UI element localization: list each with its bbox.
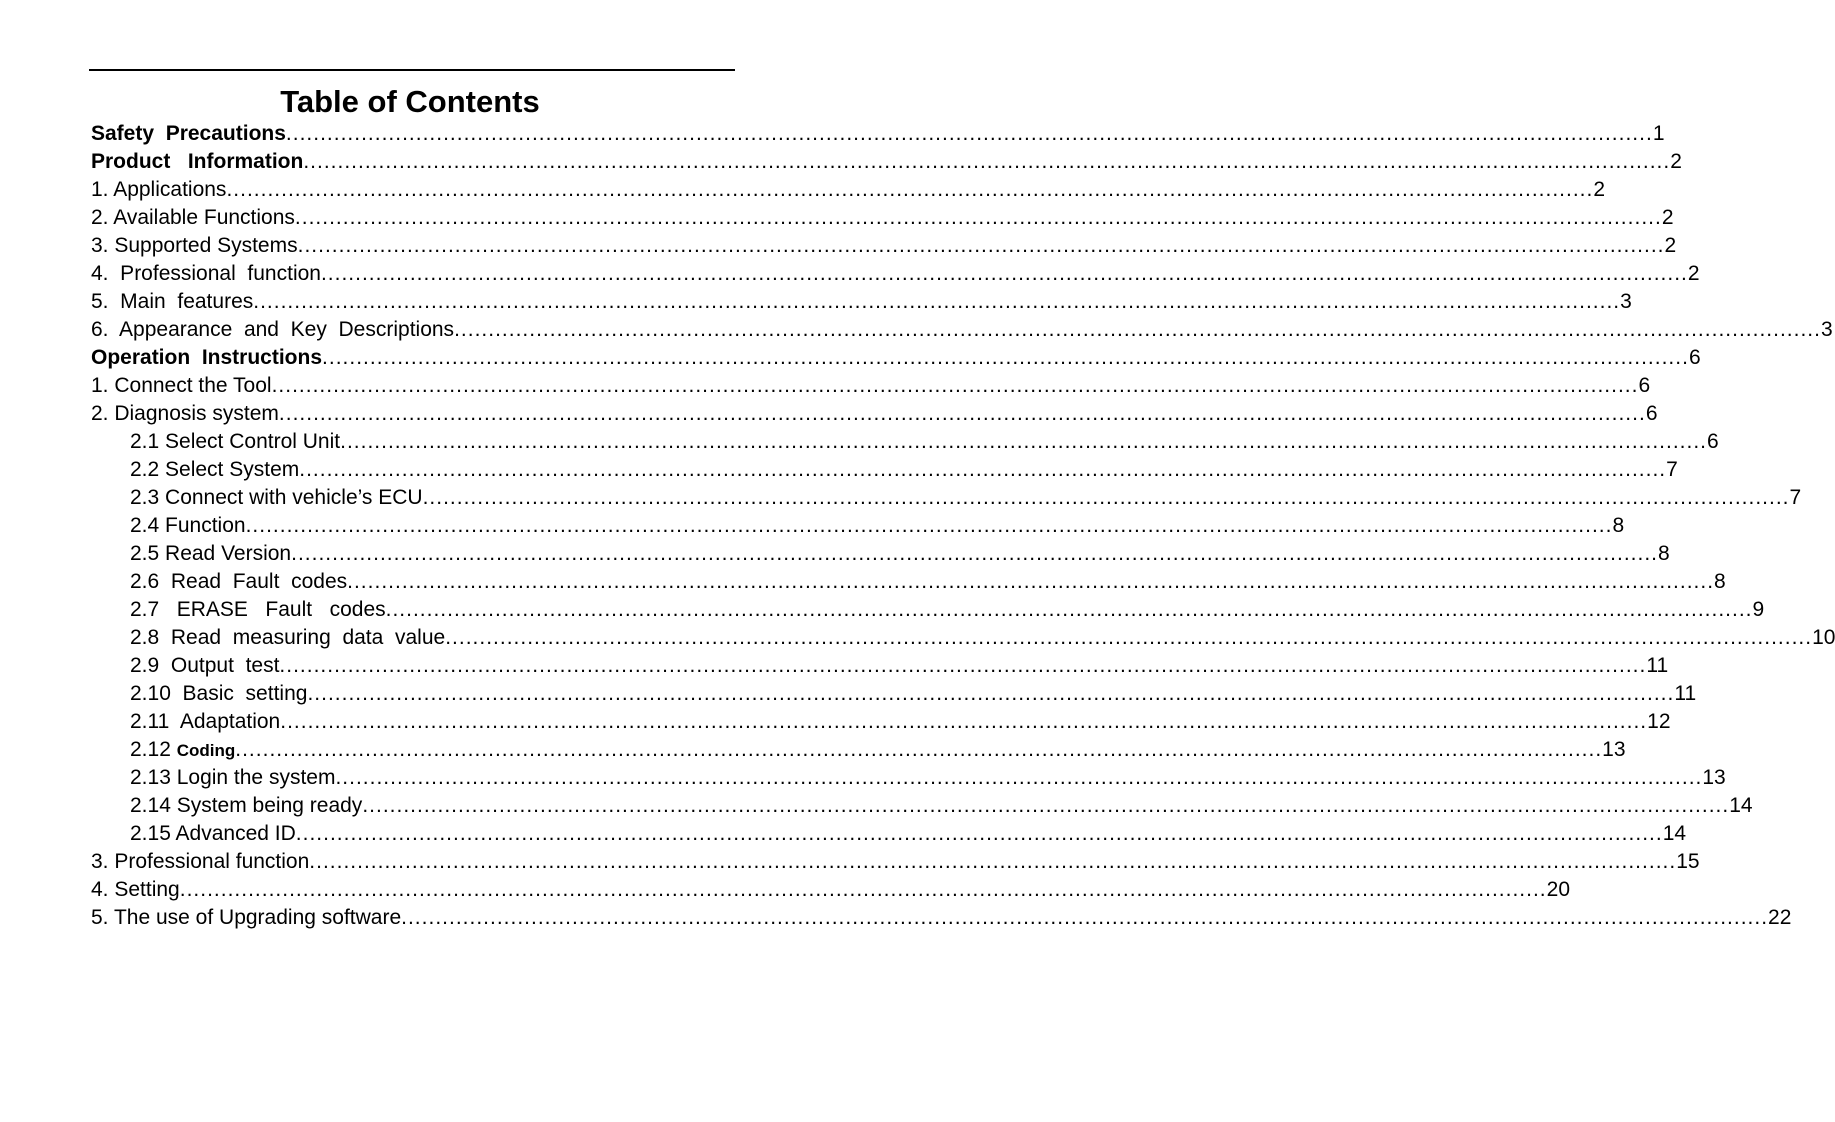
toc-leader-dots: ........................................................................................................................................................................................................ xyxy=(401,906,1769,929)
toc-entry-label xyxy=(130,654,279,678)
toc-entry-text: 4. Setting xyxy=(91,878,180,901)
toc-entry-label xyxy=(91,318,454,342)
toc-leader-dots: ........................................................................................................................................................................................................ xyxy=(422,486,1790,509)
toc-leader-dots: ........................................................................................................................................................................................................ xyxy=(253,290,1621,313)
toc-entry xyxy=(130,820,1687,848)
toc-leader-dots: ........................................................................................................................................................................................................ xyxy=(279,654,1647,677)
toc-leader-dots: ........................................................................................................................................................................................................ xyxy=(294,206,1662,229)
toc-page-number: 3 xyxy=(1820,318,1833,341)
toc-entry-text: 2. Available Functions xyxy=(91,206,295,229)
toc-leader-dots: ........................................................................................................................................................................................................ xyxy=(299,458,1667,481)
toc-leader-dots: ........................................................................................................................................................................................................ xyxy=(297,234,1665,257)
toc-leader-dots: ........................................................................................................................................................................................................ xyxy=(385,598,1753,621)
toc-entry-text: 6. Appearance and Key Descriptions xyxy=(91,318,455,341)
toc-entry xyxy=(130,764,1726,792)
toc-page-number: 7 xyxy=(1666,458,1678,481)
toc-entry xyxy=(130,708,1671,736)
toc-page-number: 2 xyxy=(1664,234,1677,257)
toc-entry-text: 3. Supported Systems xyxy=(91,234,298,257)
toc-leader-dots: ........................................................................................................................................................................................................ xyxy=(322,346,1689,369)
toc-leader-dots: ........................................................................................................................................................................................................ xyxy=(454,318,1821,341)
toc-entry-text: 2. Diagnosis system xyxy=(91,402,279,425)
toc-entry-label xyxy=(130,682,307,706)
toc-entry-text: 4. Professional function xyxy=(91,262,321,285)
toc-entry-label xyxy=(91,122,286,146)
toc-entry-text: 2.9 Output test xyxy=(130,654,280,677)
toc-page-number: 11 xyxy=(1674,682,1697,705)
toc-entry xyxy=(91,876,1570,904)
toc-entry xyxy=(91,176,1606,204)
toc-entry xyxy=(91,316,1833,344)
toc-entry-label xyxy=(130,766,335,790)
toc-leader-dots: ........................................................................................................................................................................................................ xyxy=(245,514,1613,537)
toc-page-number: 10 xyxy=(1812,626,1835,649)
toc-entry-text: 2.10 Basic setting xyxy=(130,682,308,705)
toc-page-number: 13 xyxy=(1702,766,1726,789)
toc-leader-dots: ........................................................................................................................................................................................................ xyxy=(291,542,1659,565)
toc-page-number: 8 xyxy=(1612,514,1625,537)
toc-entry-text: Operation Instructions xyxy=(91,346,323,369)
toc-entry-label xyxy=(91,850,309,874)
toc-entry-text: 2.7 ERASE Fault codes xyxy=(130,598,386,621)
toc-page-number: 15 xyxy=(1676,850,1700,873)
toc-entry-text: 2.8 Read measuring data value xyxy=(130,626,446,649)
toc-entry-label xyxy=(91,906,401,930)
toc-page-number: 20 xyxy=(1546,878,1570,901)
toc-entry xyxy=(91,288,1632,316)
toc-entry-text: 2.5 Read Version xyxy=(130,542,292,565)
toc-page-number: 2 xyxy=(1687,262,1700,285)
toc-entry xyxy=(91,372,1651,400)
toc-entry-text: 1. Connect the Tool xyxy=(91,374,272,397)
toc-entry-text: 2.4 Function xyxy=(130,514,246,537)
toc-page-number: 2 xyxy=(1670,150,1682,173)
toc-entry-label xyxy=(130,430,340,454)
toc-entry-label xyxy=(130,570,347,594)
toc-page-number: 9 xyxy=(1752,598,1765,621)
toc-entry-label xyxy=(91,206,295,230)
toc-page-number: 14 xyxy=(1662,822,1687,845)
toc-page-number: 11 xyxy=(1646,654,1669,677)
toc-page-number: 8 xyxy=(1714,570,1726,593)
toc-entry-text: 2.6 Read Fault codes xyxy=(130,570,348,593)
toc-entry-text: 5. The use of Upgrading software xyxy=(91,906,402,929)
toc-entry-text: 3. Professional function xyxy=(91,850,310,873)
toc-entry-text: Product Information xyxy=(91,150,304,173)
header-rule xyxy=(89,69,735,71)
toc-page-number: 12 xyxy=(1647,710,1671,733)
toc-entry xyxy=(91,400,1658,428)
toc-entry-text: 2.15 Advanced ID xyxy=(130,822,296,845)
toc-entry-label xyxy=(130,514,246,538)
toc-entry-label xyxy=(91,374,272,398)
toc-leader-dots: ........................................................................................................................................................................................................ xyxy=(278,402,1646,425)
toc-page-number: 7 xyxy=(1789,486,1802,509)
toc-leader-dots: ........................................................................................................................................................................................................ xyxy=(320,262,1688,285)
toc-entry xyxy=(91,204,1674,232)
toc-entry-label xyxy=(91,262,321,286)
toc-entry-label xyxy=(130,794,362,818)
toc-entry-text: 2.2 Select System xyxy=(130,458,300,481)
toc-leader-dots: ........................................................................................................................................................................................................ xyxy=(226,178,1594,201)
toc-entry-label xyxy=(130,738,235,762)
toc-leader-dots: ........................................................................................................................................................................................................ xyxy=(295,822,1663,845)
toc-entry-label xyxy=(91,150,303,174)
toc-entry xyxy=(130,652,1669,680)
toc-entry-text: 2.13 Login the system xyxy=(130,766,336,789)
toc-entry xyxy=(130,792,1753,820)
toc-entry-label xyxy=(91,234,298,258)
toc-entry xyxy=(91,120,1665,148)
toc-entry-label xyxy=(130,542,291,566)
toc-entry-text: 1. Applications xyxy=(91,178,227,201)
toc-entry-text: 2.12 xyxy=(130,738,177,761)
toc-leader-dots: ........................................................................................................................................................................................................ xyxy=(307,682,1675,705)
toc-entry xyxy=(130,456,1678,484)
toc-entry-label xyxy=(91,178,226,202)
toc-page-number: 6 xyxy=(1638,374,1651,397)
toc-entry-label xyxy=(130,486,423,510)
toc-entry xyxy=(130,736,1626,764)
toc-entry-text: 2.11 Adaptation xyxy=(130,710,281,733)
toc-page-number: 8 xyxy=(1658,542,1670,565)
toc-entry-text: 2.14 System being ready xyxy=(130,794,363,817)
toc-entry-text: 2.1 Select Control Unit xyxy=(130,430,341,453)
toc-leader-dots: ........................................................................................................................................................................................................ xyxy=(179,878,1547,901)
toc-page-number: 13 xyxy=(1602,738,1626,761)
toc-entry xyxy=(91,344,1701,372)
toc-page-number: 2 xyxy=(1661,206,1674,229)
toc-entry-text: 2.3 Connect with vehicle’s ECU xyxy=(130,486,423,509)
toc-entry-label xyxy=(91,878,180,902)
toc-entry xyxy=(130,428,1719,456)
toc-entry xyxy=(130,596,1765,624)
toc-entry-label xyxy=(91,346,322,370)
toc-leader-dots: ........................................................................................................................................................................................................ xyxy=(340,430,1708,453)
toc-entry xyxy=(91,260,1700,288)
toc-entry-text: 5. Main features xyxy=(91,290,254,313)
toc-leader-dots: ........................................................................................................................................................................................................ xyxy=(309,850,1677,873)
toc-leader-dots: ........................................................................................................................................................................................................ xyxy=(235,738,1603,761)
toc-leader-dots: ........................................................................................................................................................................................................ xyxy=(303,150,1671,173)
toc-page-number: 3 xyxy=(1620,290,1632,313)
toc-page-number: 6 xyxy=(1707,430,1719,453)
toc-entry xyxy=(91,848,1700,876)
toc-entry xyxy=(130,568,1726,596)
toc-page-number: 1 xyxy=(1652,122,1665,145)
toc-entry xyxy=(130,512,1625,540)
toc-entry xyxy=(91,148,1682,176)
toc-page-number: 14 xyxy=(1729,794,1753,817)
toc-page-number: 22 xyxy=(1768,906,1792,929)
toc-page-number: 6 xyxy=(1645,402,1658,425)
toc-leader-dots: ........................................................................................................................................................................................................ xyxy=(347,570,1715,593)
toc-leader-dots: ........................................................................................................................................................................................................ xyxy=(285,122,1653,145)
toc-entry-text-small: Coding xyxy=(176,741,236,760)
toc-entry-label xyxy=(91,402,279,426)
toc-entry xyxy=(130,680,1697,708)
toc-entry-label xyxy=(130,822,296,846)
toc-entry xyxy=(130,624,1835,652)
toc-entry xyxy=(91,232,1677,260)
toc-entry-label xyxy=(130,710,280,734)
page-title: Table of Contents xyxy=(280,84,540,119)
toc-entry xyxy=(130,484,1802,512)
toc-entry xyxy=(130,540,1670,568)
toc-entry xyxy=(91,904,1792,932)
toc-entry-label xyxy=(130,626,445,650)
toc-page-number: 6 xyxy=(1688,346,1701,369)
toc-entry-text: Safety Precautions xyxy=(91,122,286,145)
toc-leader-dots: ........................................................................................................................................................................................................ xyxy=(445,626,1813,649)
toc-entry-label xyxy=(130,458,299,482)
toc-leader-dots: ........................................................................................................................................................................................................ xyxy=(335,766,1703,789)
toc-leader-dots: ........................................................................................................................................................................................................ xyxy=(280,710,1648,733)
toc-entry-label xyxy=(130,598,386,622)
toc-leader-dots: ........................................................................................................................................................................................................ xyxy=(271,374,1639,397)
toc-leader-dots: ........................................................................................................................................................................................................ xyxy=(362,794,1730,817)
toc-entry-label xyxy=(91,290,253,314)
toc-page-number: 2 xyxy=(1593,178,1606,201)
